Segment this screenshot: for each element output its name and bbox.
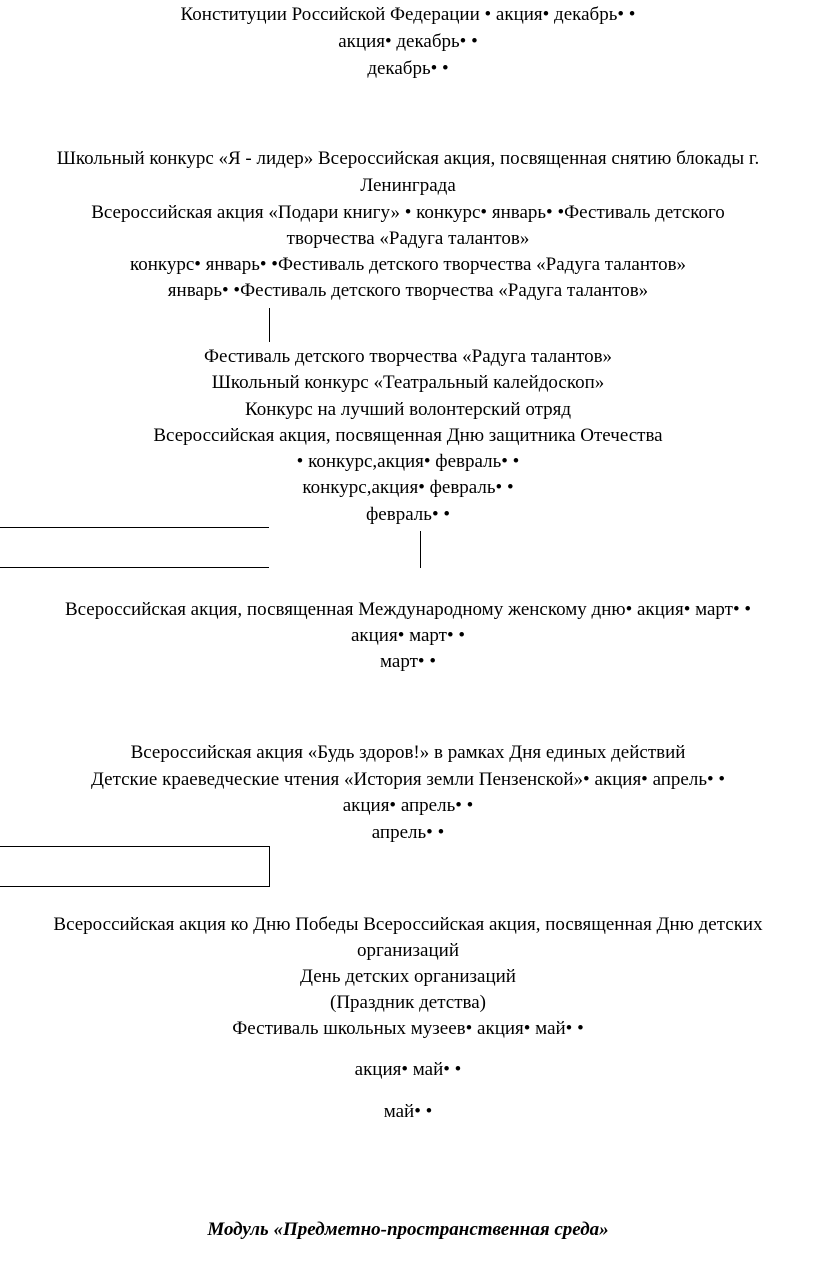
text-line: Детские краеведческие чтения «История земли Пензенской»• акция• апрель• • bbox=[90, 769, 726, 790]
text-line: Школьный конкурс «Театральный калейдоскоп» bbox=[211, 372, 605, 393]
text-line: май• • bbox=[383, 1101, 433, 1122]
table-border-vertical bbox=[420, 531, 421, 568]
text-line: акция• март• • bbox=[350, 625, 466, 646]
text-line: Фестиваль детского творчества «Радуга талантов» bbox=[203, 346, 613, 367]
text-line: февраль• • bbox=[365, 504, 450, 525]
text-line: Всероссийская акция «Подари книгу» • конкурс• январь• •Фестиваль детского bbox=[91, 202, 725, 223]
text-line: Всероссийская акция, посвященная Дню защитника Отечества bbox=[153, 425, 663, 446]
text-line: акция• май• • bbox=[354, 1059, 462, 1080]
text-line: организаций bbox=[356, 940, 459, 961]
text-line: конкурс• январь• •Фестиваль детского творчества «Радуга талантов» bbox=[129, 254, 687, 275]
text-line: Всероссийская акция «Будь здоров!» в рамках Дня единых действий bbox=[130, 742, 686, 763]
text-line: апрель• • bbox=[371, 822, 445, 843]
text-line: Фестиваль школьных музеев• акция• май• • bbox=[232, 1018, 584, 1039]
table-border-vertical bbox=[269, 308, 270, 342]
table-border-horizontal bbox=[0, 527, 269, 528]
text-line: Конкурс на лучший волонтерский отряд bbox=[244, 399, 572, 420]
text-line: январь• •Фестиваль детского творчества «Радуга талантов» bbox=[167, 280, 649, 301]
table-cell bbox=[0, 846, 270, 887]
text-line: декабрь• • bbox=[367, 58, 449, 79]
text-line: Конституции Российской Федерации • акция• декабрь• • bbox=[180, 4, 636, 25]
text-line: конкурс,акция• февраль• • bbox=[302, 477, 514, 498]
table-border-horizontal bbox=[0, 567, 269, 568]
section-heading: Модуль «Предметно-пространственная среда» bbox=[207, 1219, 609, 1240]
text-line: Всероссийская акция ко Дню Победы Всероссийская акция, посвященная Дню детских bbox=[53, 914, 763, 935]
text-line: творчества «Радуга талантов» bbox=[286, 228, 530, 249]
text-line: акция• апрель• • bbox=[342, 795, 474, 816]
text-line: (Праздник детства) bbox=[330, 992, 486, 1013]
text-line: • конкурс,акция• февраль• • bbox=[296, 451, 520, 472]
text-line: акция• декабрь• • bbox=[338, 31, 478, 52]
text-line: Школьный конкурс «Я - лидер» Всероссийская акция, посвященная снятию блокады г. bbox=[56, 148, 760, 169]
text-line: Ленинграда bbox=[360, 175, 456, 196]
text-line: Всероссийская акция, посвященная Международному женскому дню• акция• март• • bbox=[64, 599, 752, 620]
text-line: День детских организаций bbox=[300, 966, 516, 987]
text-line: март• • bbox=[380, 651, 436, 672]
